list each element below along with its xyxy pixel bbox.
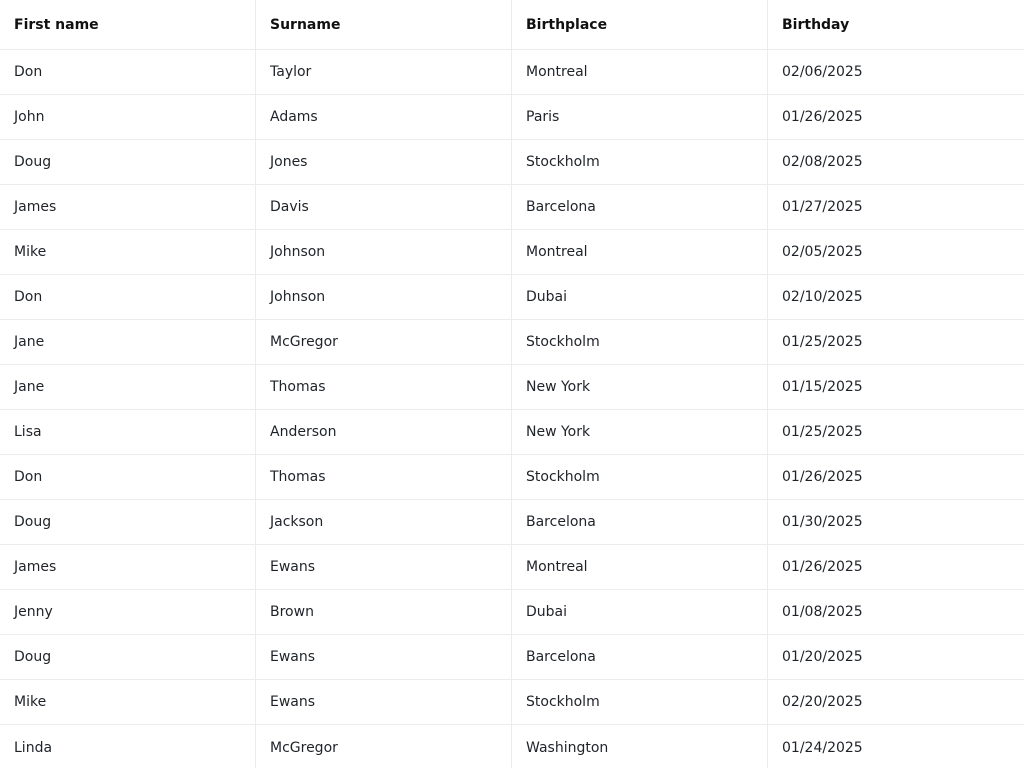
birthday-cell[interactable]: 01/25/2025 bbox=[782, 424, 863, 440]
first-name-cell[interactable]: Jane bbox=[0, 320, 256, 364]
surname-cell[interactable]: Thomas bbox=[256, 455, 512, 499]
birthday-cell[interactable]: 01/20/2025 bbox=[782, 649, 863, 665]
first-name-cell[interactable]: James bbox=[0, 185, 256, 229]
birthday-cell[interactable]: 01/25/2025 bbox=[782, 334, 863, 350]
birthday-cell[interactable]: 02/20/2025 bbox=[782, 694, 863, 710]
first-name-cell[interactable]: Mike bbox=[0, 680, 256, 724]
surname-cell[interactable]: Jones bbox=[256, 140, 512, 184]
surname-cell[interactable]: Johnson bbox=[256, 275, 512, 319]
first-name-cell[interactable]: James bbox=[0, 545, 256, 589]
first-name-cell[interactable]: Don bbox=[0, 50, 256, 94]
birthplace-cell[interactable]: Montreal bbox=[512, 50, 768, 94]
birthplace-cell[interactable]: New York bbox=[512, 365, 768, 409]
table-row[interactable] bbox=[0, 50, 1024, 95]
surname-cell[interactable]: McGregor bbox=[256, 320, 512, 364]
birthplace-cell[interactable]: Barcelona bbox=[512, 500, 768, 544]
table-row[interactable] bbox=[0, 455, 1024, 500]
birthday-cell[interactable]: 01/30/2025 bbox=[782, 514, 863, 530]
table-row[interactable] bbox=[0, 590, 1024, 635]
first-name-cell[interactable]: Jenny bbox=[0, 590, 256, 634]
first-name-cell[interactable]: Linda bbox=[0, 725, 256, 768]
surname-cell[interactable]: Ewans bbox=[256, 545, 512, 589]
surname-cell[interactable]: Ewans bbox=[256, 680, 512, 724]
birthplace-cell[interactable]: Dubai bbox=[512, 590, 768, 634]
table-row[interactable] bbox=[0, 365, 1024, 410]
surname-cell[interactable]: Jackson bbox=[256, 500, 512, 544]
birthday-cell[interactable]: 01/15/2025 bbox=[782, 379, 863, 395]
first-name-cell[interactable]: John bbox=[0, 95, 256, 139]
birthday-cell[interactable]: 01/26/2025 bbox=[782, 469, 863, 485]
table-row[interactable] bbox=[0, 140, 1024, 185]
birthday-cell[interactable]: 02/06/2025 bbox=[782, 64, 863, 80]
table-row[interactable] bbox=[0, 500, 1024, 545]
birthday-cell[interactable]: 01/27/2025 bbox=[782, 199, 863, 215]
birthplace-cell[interactable]: Stockholm bbox=[512, 680, 768, 724]
column-header-birthday[interactable]: Birthday bbox=[782, 16, 850, 33]
surname-cell[interactable]: McGregor bbox=[256, 725, 512, 768]
birthday-cell[interactable]: 01/08/2025 bbox=[782, 604, 863, 620]
table-row[interactable] bbox=[0, 95, 1024, 140]
table-row[interactable] bbox=[0, 545, 1024, 590]
surname-cell[interactable]: Brown bbox=[256, 590, 512, 634]
first-name-cell[interactable]: Jane bbox=[0, 365, 256, 409]
table-row[interactable] bbox=[0, 185, 1024, 230]
birthplace-cell[interactable]: Stockholm bbox=[512, 455, 768, 499]
table-row[interactable] bbox=[0, 275, 1024, 320]
birthday-cell[interactable]: 01/24/2025 bbox=[782, 739, 863, 756]
birthplace-cell[interactable]: Stockholm bbox=[512, 320, 768, 364]
birthplace-cell[interactable]: Washington bbox=[512, 725, 768, 768]
column-header-surname[interactable]: Surname bbox=[256, 0, 512, 49]
surname-cell[interactable]: Adams bbox=[256, 95, 512, 139]
birthplace-cell[interactable]: New York bbox=[512, 410, 768, 454]
surname-cell[interactable]: Johnson bbox=[256, 230, 512, 274]
birthplace-cell[interactable]: Stockholm bbox=[512, 140, 768, 184]
table-row[interactable] bbox=[0, 320, 1024, 365]
table-row[interactable] bbox=[0, 680, 1024, 725]
column-header-birthplace[interactable]: Birthplace bbox=[512, 0, 768, 49]
first-name-cell[interactable]: Mike bbox=[0, 230, 256, 274]
first-name-cell[interactable]: Don bbox=[0, 455, 256, 499]
table-row[interactable] bbox=[0, 725, 1024, 768]
first-name-cell[interactable]: Doug bbox=[0, 140, 256, 184]
table-row[interactable] bbox=[0, 410, 1024, 455]
column-header-first-name[interactable]: First name bbox=[0, 0, 256, 49]
birthplace-cell[interactable]: Dubai bbox=[512, 275, 768, 319]
surname-cell[interactable]: Ewans bbox=[256, 635, 512, 679]
birthday-cell[interactable]: 01/26/2025 bbox=[782, 559, 863, 575]
first-name-cell[interactable]: Don bbox=[0, 275, 256, 319]
birthplace-cell[interactable]: Barcelona bbox=[512, 635, 768, 679]
birthplace-cell[interactable]: Barcelona bbox=[512, 185, 768, 229]
birthday-cell[interactable]: 02/05/2025 bbox=[782, 244, 863, 260]
surname-cell[interactable]: Taylor bbox=[256, 50, 512, 94]
table-body bbox=[0, 50, 1024, 768]
birthday-cell[interactable]: 01/26/2025 bbox=[782, 109, 863, 125]
birthplace-cell[interactable]: Montreal bbox=[512, 545, 768, 589]
birthplace-cell[interactable]: Paris bbox=[512, 95, 768, 139]
surname-cell[interactable]: Anderson bbox=[256, 410, 512, 454]
table-row[interactable] bbox=[0, 635, 1024, 680]
header-row bbox=[0, 0, 1024, 50]
birthday-cell[interactable]: 02/10/2025 bbox=[782, 289, 863, 305]
first-name-cell[interactable]: Doug bbox=[0, 635, 256, 679]
surname-cell[interactable]: Thomas bbox=[256, 365, 512, 409]
first-name-cell[interactable]: Lisa bbox=[0, 410, 256, 454]
first-name-cell[interactable]: Doug bbox=[0, 500, 256, 544]
birthday-cell[interactable]: 02/08/2025 bbox=[782, 154, 863, 170]
table-row[interactable] bbox=[0, 230, 1024, 275]
surname-cell[interactable]: Davis bbox=[256, 185, 512, 229]
birthplace-cell[interactable]: Montreal bbox=[512, 230, 768, 274]
